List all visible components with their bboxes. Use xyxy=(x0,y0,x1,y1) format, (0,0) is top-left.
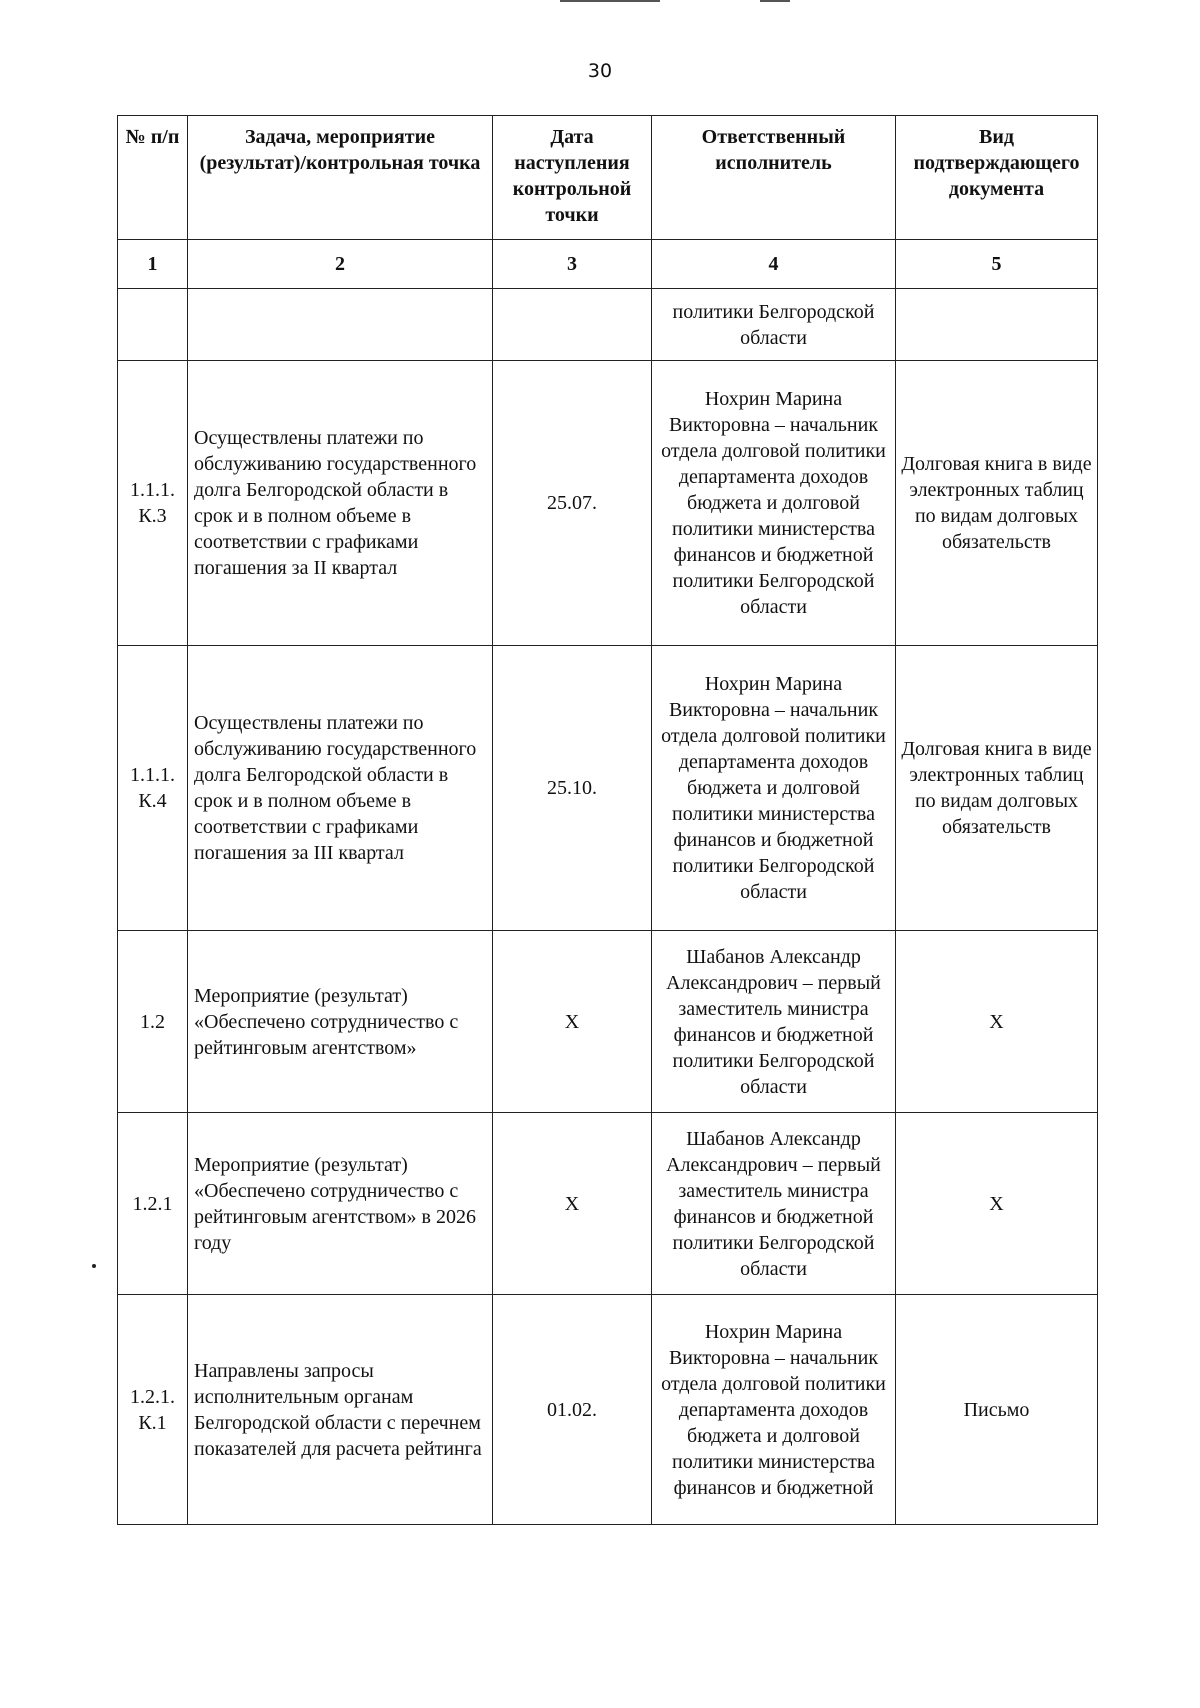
row-responsible: Шабанов Александр Александрович – первый заместитель министра финансов и бюджетной политики Белгородской области xyxy=(652,931,896,1113)
row-responsible: Нохрин Марина Викторовна – начальник отдела долговой политики департамента доходов бюджета и долговой политики министерства финансов и бюджетной политики Белгородской области xyxy=(652,361,896,646)
scan-artifact-line xyxy=(760,0,790,2)
header-document: Вид подтверждающего документа xyxy=(896,116,1098,240)
page-number: 30 xyxy=(587,60,613,82)
row-date: 25.10. xyxy=(493,646,652,931)
row-document: Долговая книга в виде электронных таблиц по видам долговых обязательств xyxy=(896,361,1098,646)
row-responsible: Нохрин Марина Викторовна – начальник отдела долговой политики департамента доходов бюджета и долговой политики министерства финансов и бюджетной xyxy=(652,1295,896,1525)
table-row xyxy=(118,289,1098,361)
row-task: Мероприятие (результат) «Обеспечено сотрудничество с рейтинговым агентством» xyxy=(188,931,493,1113)
row-num: 1.2.1 xyxy=(118,1113,188,1295)
row-task: Осуществлены платежи по обслуживанию государственного долга Белгородской области в срок и в полном объеме в соответствии с графиками погашения за II квартал xyxy=(188,361,493,646)
row-num: 1.2.1. К.1 xyxy=(118,1295,188,1525)
row-num: 1.1.1. К.4 xyxy=(118,646,188,931)
table-row xyxy=(118,1113,1098,1295)
row-responsible: Нохрин Марина Викторовна – начальник отдела долговой политики департамента доходов бюджета и долговой политики министерства финансов и бюджетной политики Белгородской области xyxy=(652,646,896,931)
row-document xyxy=(896,289,1098,361)
row-date xyxy=(493,289,652,361)
row-document: Долговая книга в виде электронных таблиц по видам долговых обязательств xyxy=(896,646,1098,931)
column-number: 5 xyxy=(896,240,1098,289)
column-number-row xyxy=(118,240,1098,289)
header-task: Задача, мероприятие (результат)/контрольная точка xyxy=(188,116,493,240)
row-document: Письмо xyxy=(896,1295,1098,1525)
row-num: 1.1.1. К.3 xyxy=(118,361,188,646)
table-row xyxy=(118,361,1098,646)
row-responsible: политики Белгородской области xyxy=(652,289,896,361)
column-number: 4 xyxy=(652,240,896,289)
row-num xyxy=(118,289,188,361)
row-document: Х xyxy=(896,931,1098,1113)
table-row xyxy=(118,646,1098,931)
header-num: № п/п xyxy=(118,116,188,240)
table-row xyxy=(118,931,1098,1113)
row-date: Х xyxy=(493,931,652,1113)
row-task xyxy=(188,289,493,361)
header-date: Дата наступления контрольной точки xyxy=(493,116,652,240)
row-document: Х xyxy=(896,1113,1098,1295)
row-num: 1.2 xyxy=(118,931,188,1113)
table-row xyxy=(118,1295,1098,1525)
table-header-row xyxy=(118,116,1098,240)
column-number: 1 xyxy=(118,240,188,289)
column-number: 2 xyxy=(188,240,493,289)
column-number: 3 xyxy=(493,240,652,289)
scan-artifact-dot xyxy=(92,1264,96,1268)
row-date: 25.07. xyxy=(493,361,652,646)
row-date: Х xyxy=(493,1113,652,1295)
scan-artifact-line xyxy=(560,0,660,2)
row-task: Направлены запросы исполнительным органам Белгородской области с перечнем показателей для расчета рейтинга xyxy=(188,1295,493,1525)
row-date: 01.02. xyxy=(493,1295,652,1525)
row-task: Мероприятие (результат) «Обеспечено сотрудничество с рейтинговым агентством» в 2026 году xyxy=(188,1113,493,1295)
control-points-table xyxy=(117,115,1098,1525)
row-task: Осуществлены платежи по обслуживанию государственного долга Белгородской области в срок и в полном объеме в соответствии с графиками погашения за III квартал xyxy=(188,646,493,931)
header-responsible: Ответственный исполнитель xyxy=(652,116,896,240)
row-responsible: Шабанов Александр Александрович – первый заместитель министра финансов и бюджетной политики Белгородской области xyxy=(652,1113,896,1295)
